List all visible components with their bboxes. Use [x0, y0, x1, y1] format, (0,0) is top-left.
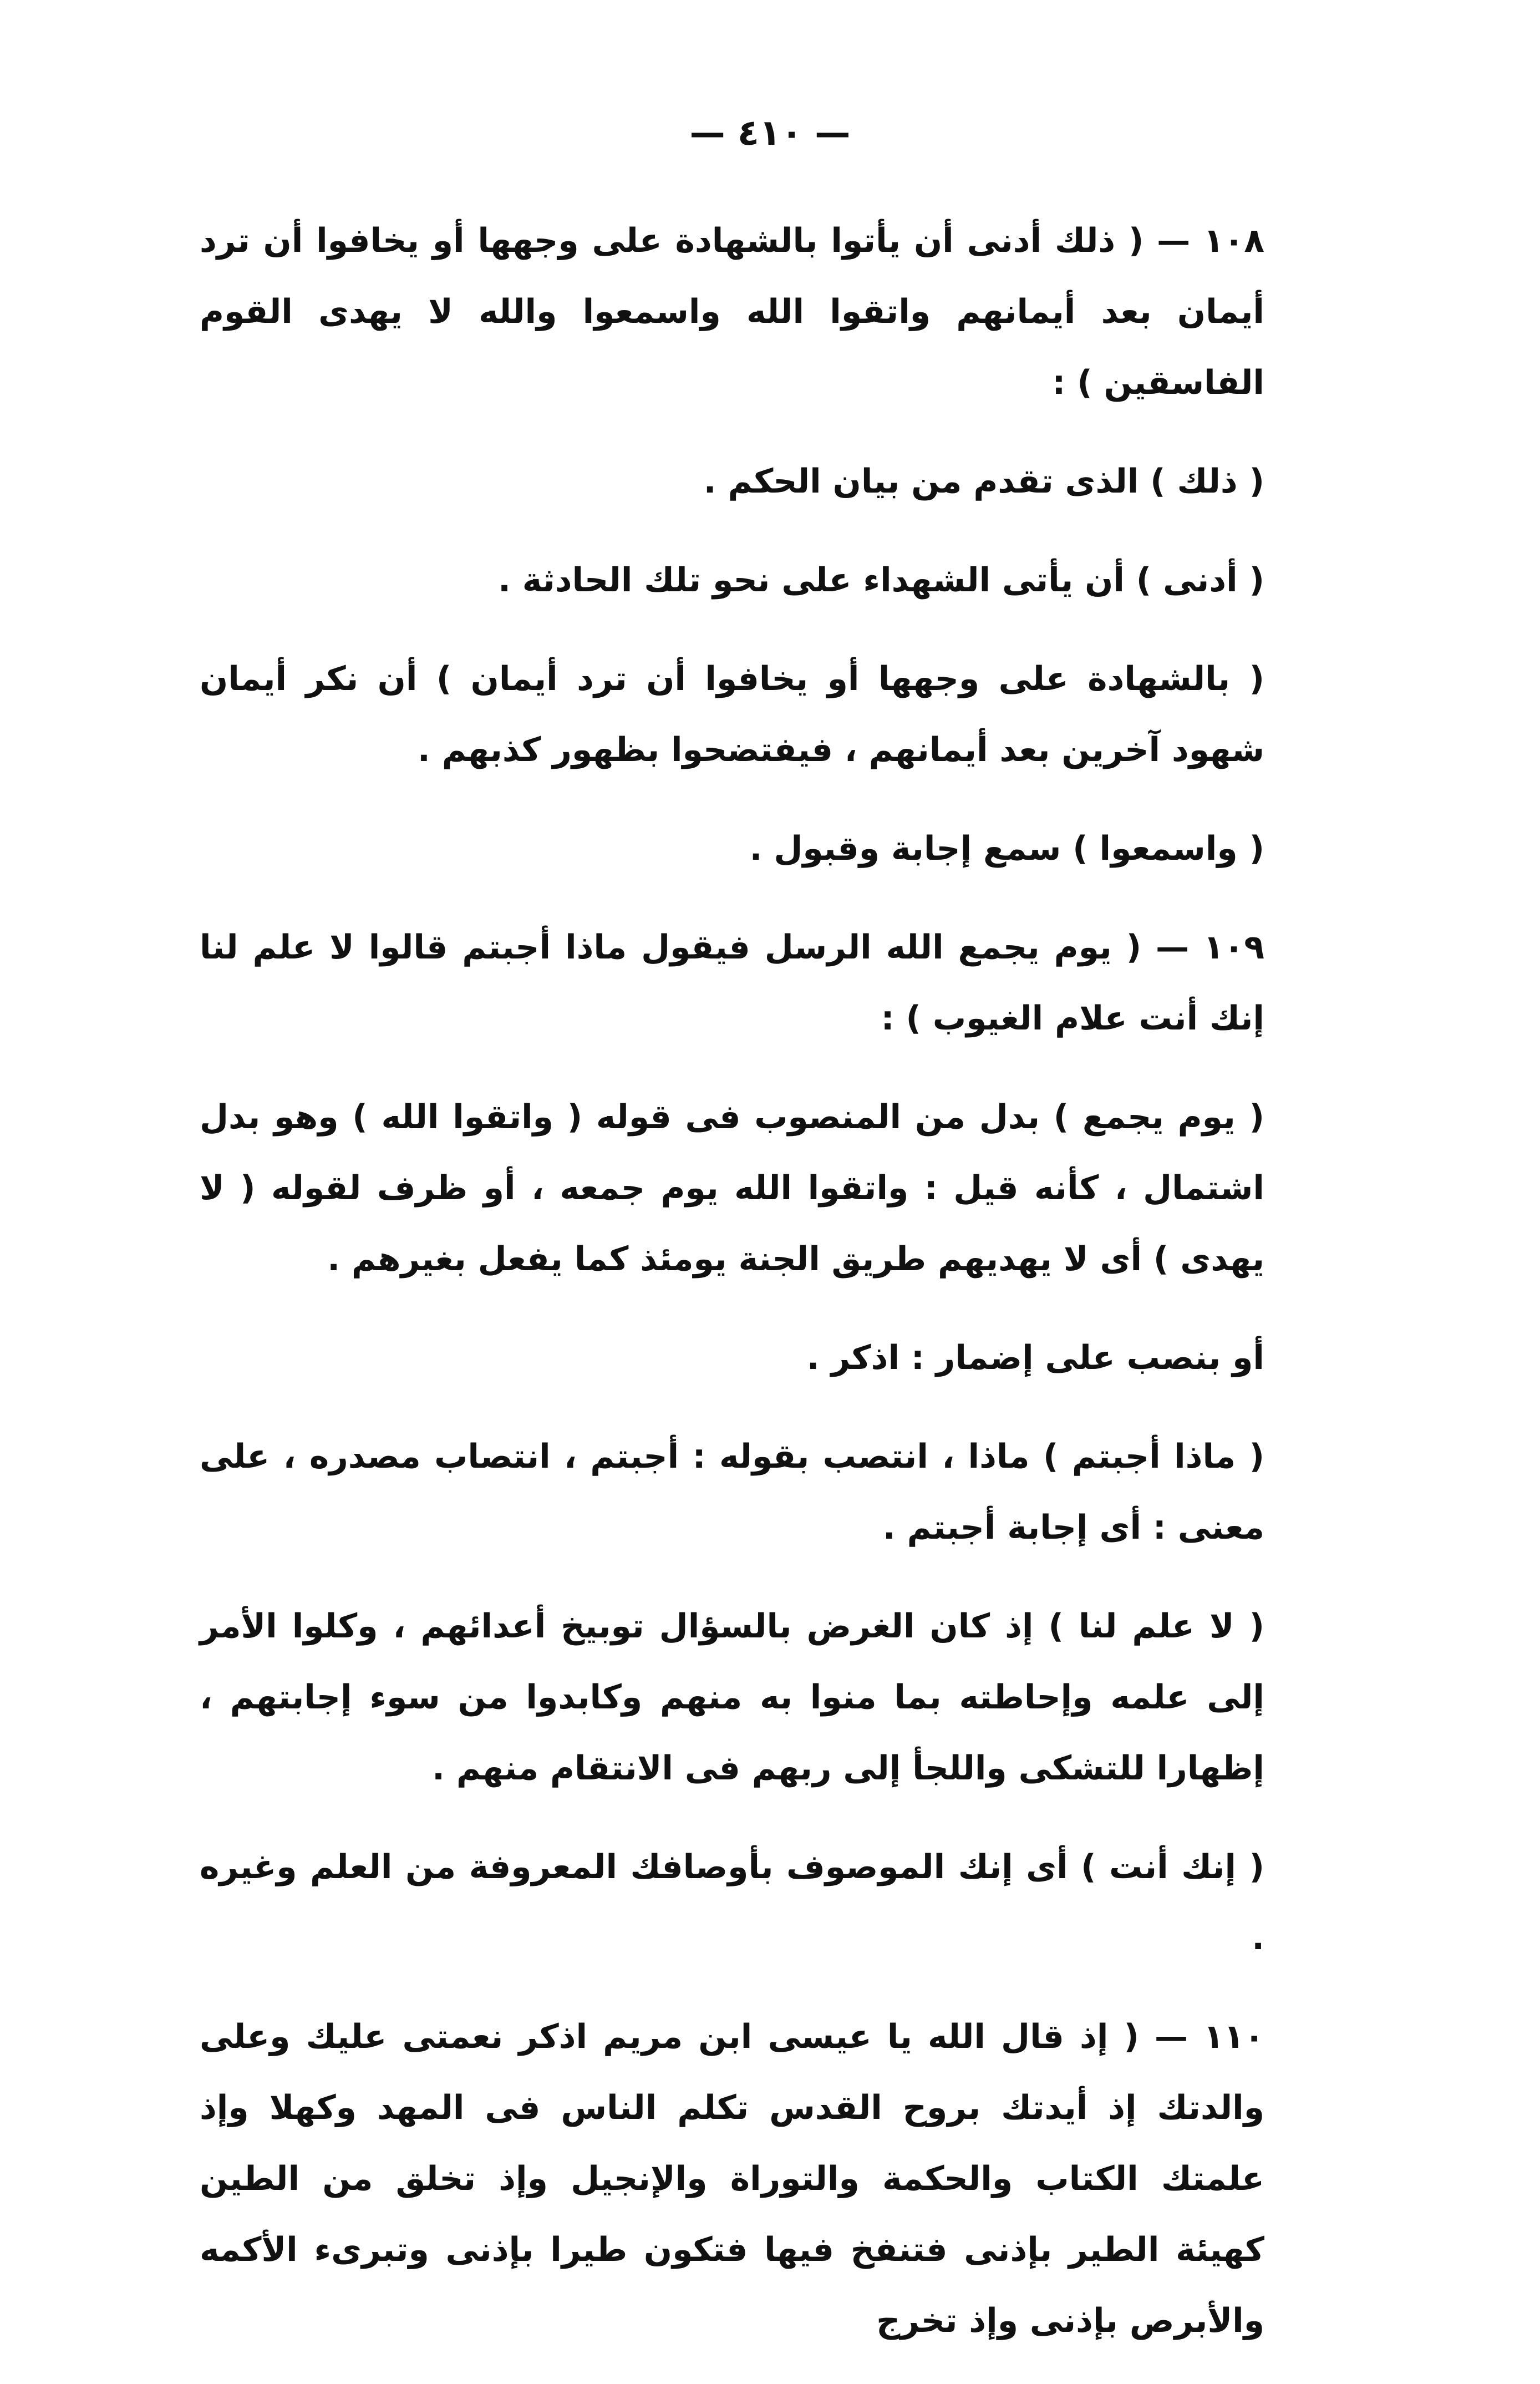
verse-110-paragraph: ١١٠ — ( إذ قال الله يا عيسى ابن مريم اذكر نعمتى عليك وعلى والدتك إذ أيدتك بروح القدس تكلم الناس فى المهد وكهلا وإذ علمتك الكتاب والحكمة والتوراة والإنجيل وإذ تخلق من الطين كهيئة الطير بإذنى فتنفخ فيها فتكون طيرا بإذنى وتبرىء الأكمه والأبرص بإذنى وإذ تخرج [200, 2017, 1264, 2340]
commentary-paragraph: ( لا علم لنا ) إذ كان الغرض بالسؤال توبيخ أعدائهم ، وكلوا الأمر إلى علمه وإحاطته بما منوا به منهم وكابدوا من سوء إجابتهم ، إظهارا للتشكى واللجأ إلى ربهم فى الانتقام منهم . [200, 1607, 1264, 1788]
commentary-paragraph: ( ذلك ) الذى تقدم من بيان الحكم . [703, 462, 1264, 501]
commentary-paragraph: ( إنك أنت ) أى إنك الموصوف بأوصافك المعروفة من العلم وغيره . [200, 1848, 1264, 1957]
verse-108-paragraph: ١٠٨ — ( ذلك أدنى أن يأتوا بالشهادة على وجهها أو يخافوا أن ترد أيمان بعد أيمانهم واتقوا الله واسمعوا والله لا يهدى القوم الفاسقين ) : [200, 221, 1264, 402]
verse-109-paragraph: ١٠٩ — ( يوم يجمع الله الرسل فيقول ماذا أجبتم قالوا لا علم لنا إنك أنت علام الغيوب ) : [200, 928, 1264, 1038]
commentary-paragraph: ( أدنى ) أن يأتى الشهداء على نحو تلك الحادثة . [498, 561, 1264, 600]
commentary-paragraph: ( بالشهادة على وجهها أو يخافوا أن ترد أيمان ) أن نكر أيمان شهود آخرين بعد أيمانهم ، فيفتضحوا بظهور كذبهم . [200, 660, 1264, 769]
commentary-paragraph: أو بنصب على إضمار : اذكر . [806, 1338, 1264, 1377]
page-body [200, 205, 1264, 2384]
commentary-paragraph: ( ماذا أجبتم ) ماذا ، انتصب بقوله : أجبتم ، انتصاب مصدره ، على معنى : أى إجابة أجبتم . [200, 1437, 1264, 1547]
commentary-paragraph: ( واسمعوا ) سمع إجابة وقبول . [749, 829, 1264, 868]
commentary-paragraph: ( يوم يجمع ) بدل من المنصوب فى قوله ( واتقوا الله ) وهو بدل اشتمال ، كأنه قيل : واتقوا الله يوم جمعه ، أو ظرف لقوله ( لا يهدى ) أى لا يهديهم طريق الجنة يومئذ كما يفعل بغيرهم . [200, 1098, 1264, 1279]
page-number: — ٤١٠ — [689, 113, 851, 154]
